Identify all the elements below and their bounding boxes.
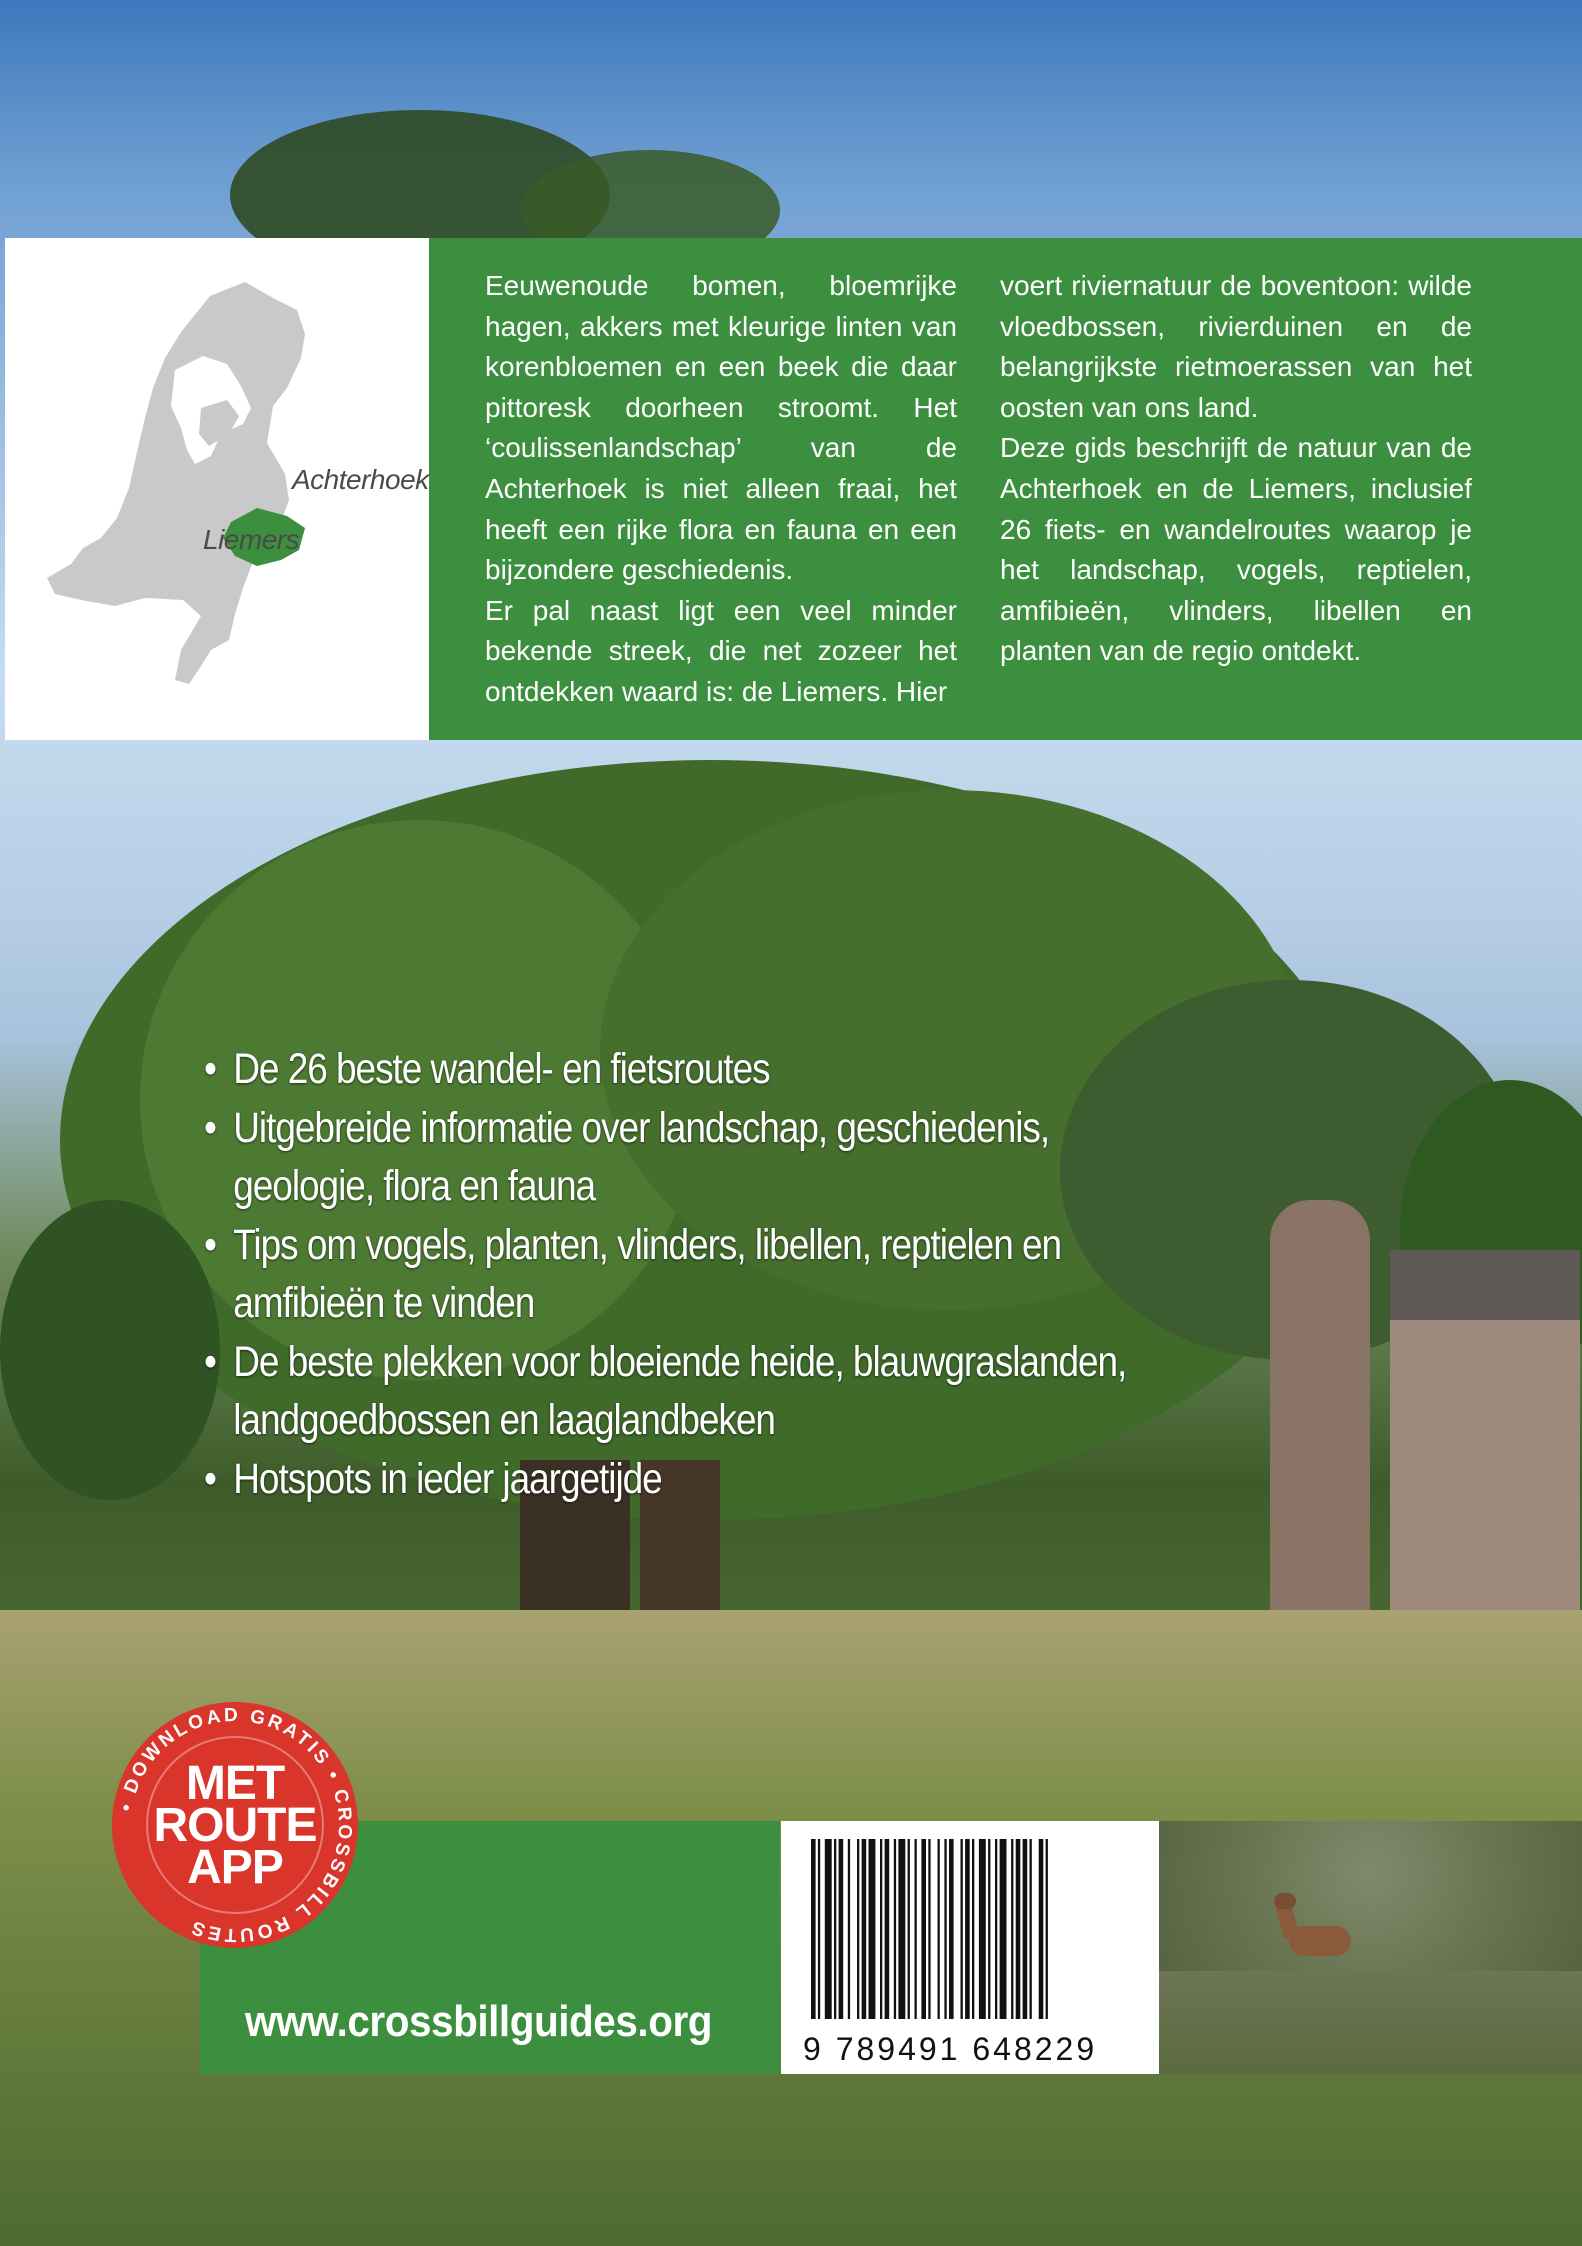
badge-ring-text: • DOWNLOAD GRATIS • CROSSBILL ROUTES <box>115 1704 356 1946</box>
badge-line-3: APP <box>187 1841 283 1894</box>
barcode-graphic <box>811 1839 1129 2027</box>
intro-paragraph: Deze gids beschrijft de natuur van de Achterhoek en de Liemers, inclusief 26 fiets- en wandelroutes waarop je het landschap, vogels, reptielen, amfibieën, vlinders, libellen en planten van de regio ontdekt. <box>1000 432 1472 667</box>
barcode-bar <box>848 1839 850 2019</box>
feature-item: • Hotspots in ieder jaargetijde <box>204 1450 1193 1509</box>
feature-list <box>204 1040 1193 1508</box>
barcode-bar <box>972 1839 974 2019</box>
barcode-bar <box>949 1839 954 2019</box>
barcode-bar <box>825 1839 832 2019</box>
barcode-bar <box>988 1839 990 2019</box>
feature-item: • Tips om vogels, planten, vlinders, libellen, reptielen en amfibieën te vinden <box>204 1216 1193 1333</box>
netherlands-map <box>5 238 429 740</box>
barcode-bar <box>834 1839 836 2019</box>
isbn-number: 9 789491 648229 <box>803 2031 1098 2067</box>
barcode-bar <box>885 1839 890 2019</box>
barcode-bar <box>811 1839 816 2019</box>
deer-head <box>1274 1893 1296 1909</box>
barcode-bar <box>857 1839 859 2019</box>
barcode-bar <box>928 1839 930 2019</box>
barcode-bar <box>1011 1839 1013 2019</box>
barcode-bar <box>979 1839 986 2019</box>
barcode-bar <box>894 1839 896 2019</box>
website-link[interactable]: www.crossbillguides.org <box>245 1997 713 2046</box>
map-label-liemers: Liemers <box>203 524 300 555</box>
barcode-bar <box>1016 1839 1021 2019</box>
barcode-bar <box>1000 1839 1007 2019</box>
map-label-achterhoek: Achterhoek <box>292 464 429 495</box>
intro-column-2 <box>1000 266 1472 672</box>
barcode-panel <box>781 1821 1159 2074</box>
barcode-bar <box>944 1839 946 2019</box>
badge-line-1: MET <box>185 1757 285 1810</box>
barcode-bar <box>869 1839 876 2019</box>
barcode-bar <box>908 1839 910 2019</box>
barcode-bar <box>898 1839 905 2019</box>
badge-line-2: ROUTE <box>153 1799 317 1852</box>
feature-item: • De 26 beste wandel- en fietsroutes <box>204 1040 1193 1099</box>
meadow <box>1159 1971 1582 2074</box>
barcode-bar <box>818 1839 820 2019</box>
barcode-bar <box>995 1839 997 2019</box>
netherlands-landmass <box>47 282 305 684</box>
intro-paragraph: Er pal naast ligt een veel minder bekende streek, die net zozeer het ontdekken waard is: de Liemers. Hier <box>485 594 957 707</box>
barcode-bar <box>965 1839 970 2019</box>
route-app-badge[interactable] <box>110 1700 360 1950</box>
barcode-bar <box>1030 1839 1032 2019</box>
intro-paragraph: Eeuwenoude bomen, bloemrijke hagen, akkers met kleurige linten van korenbloemen en een beek die daar pittoresk doorheen stroomt. Het ‘coulissenlandschap’ van de Achterhoek is niet alleen fraai, het heeft een rijke flora en fauna en een bijzondere geschiedenis. <box>485 270 957 586</box>
barcode-bar <box>1039 1839 1044 2019</box>
barcode-bar <box>961 1839 963 2019</box>
feature-item: • Uitgebreide informatie over landschap, geschiedenis, geologie, flora en fauna <box>204 1099 1193 1216</box>
barcode-bar <box>839 1839 844 2019</box>
intro-column-1 <box>485 266 957 713</box>
barcode-bar <box>880 1839 882 2019</box>
deer-photo <box>1159 1821 1582 2074</box>
barcode-bar <box>938 1839 940 2019</box>
barcode-bar <box>915 1839 917 2019</box>
barcode-bar <box>1046 1839 1048 2019</box>
barcode-bar <box>921 1839 926 2019</box>
intro-paragraph: voert riviernatuur de boventoon: wilde vloedbossen, rivierduinen en de belangrijkste rietmoerassen van het oosten van ons land. <box>1000 270 1472 423</box>
barcode-bar <box>862 1839 867 2019</box>
feature-item: • De beste plekken voor bloeiende heide, blauwgraslanden, landgoedbossen en laaglandbeken <box>204 1333 1193 1450</box>
barcode-bar <box>1023 1839 1028 2019</box>
